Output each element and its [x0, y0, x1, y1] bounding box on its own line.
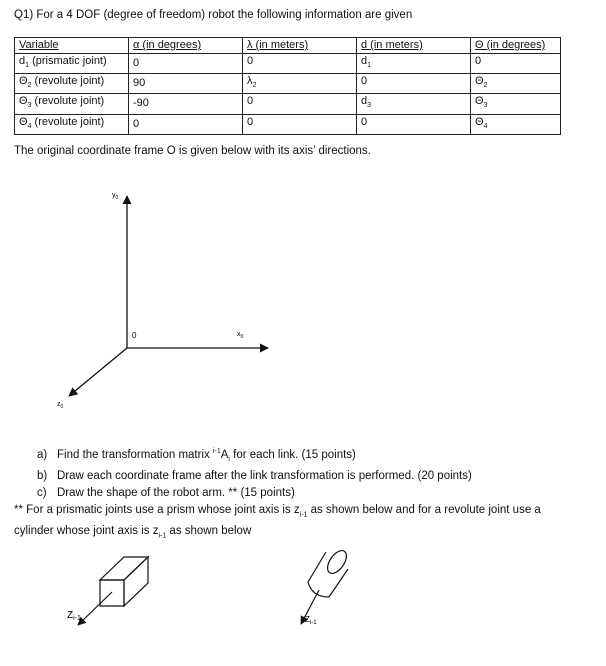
task-c: c) Draw the shape of the robot arm. ** (15 points) [37, 487, 295, 500]
cell-lambda: 0 [243, 114, 357, 134]
prism-axis-label: $Z_{i-1}$ [67, 610, 81, 622]
cell-variable: $\Theta_3$ (revolute joint) [15, 94, 129, 114]
cell-d: $d_3$ [357, 94, 471, 114]
cell-theta: 0 [471, 54, 561, 74]
cell-lambda: 0 [243, 54, 357, 74]
z-axis-arrow [69, 348, 127, 396]
cell-alpha: 90 [129, 74, 243, 94]
header-theta: Θ (in degrees) [471, 38, 561, 54]
task-b: b) Draw each coordinate frame after the link transformation is performed. (20 points) [37, 470, 472, 483]
cell-alpha: 0 [129, 114, 243, 134]
task-a: a) Find the transformation matrix $^{i-1}A_i$ for each link. (15 points) [37, 448, 356, 464]
question-title: Q1) For a 4 DOF (degree of freedom) robot the following information are given [14, 9, 413, 21]
cell-alpha: 0 [129, 54, 243, 74]
header-d: d (in meters) [357, 38, 471, 54]
cell-d: 0 [357, 74, 471, 94]
cylinder-axis-label: $Z_{i-1}$ [305, 615, 317, 626]
cell-variable: $\Theta_2$ (revolute joint) [15, 74, 129, 94]
joint-drawing-note: ** For a prismatic joints use a prism whose joint axis is $z_{i-1}$ as shown below and for a revolute joint use a cylinder whose joint axis is $z_{i-1}$ as shown below [14, 504, 541, 540]
origin-label: 0 [132, 331, 137, 340]
cell-theta: $\Theta_4$ [471, 114, 561, 134]
frame-description: The original coordinate frame O is given below with its axis’ directions. [14, 145, 371, 157]
header-alpha: α (in degrees) [129, 38, 243, 54]
cell-variable: $\Theta_4$ (revolute joint) [15, 114, 129, 134]
y-axis-label: $y_0$ [112, 192, 119, 201]
cell-theta: $\Theta_3$ [471, 94, 561, 114]
header-variable: Variable [15, 38, 129, 54]
cell-lambda: $\lambda_2$ [243, 74, 357, 94]
cell-d: $d_1$ [357, 54, 471, 74]
cell-d: 0 [357, 114, 471, 134]
cell-alpha: -90 [129, 94, 243, 114]
cell-variable: $d_1$ (prismatic joint) [15, 54, 129, 74]
cell-theta: $\Theta_2$ [471, 74, 561, 94]
x-axis-label: $x_0$ [237, 331, 244, 340]
header-lambda: λ (in meters) [243, 38, 357, 54]
cell-lambda: 0 [243, 94, 357, 114]
task-list [37, 443, 472, 502]
cylinder-drawing [301, 547, 350, 624]
prism-drawing [78, 557, 148, 625]
z-axis-label: $z_0$ [57, 401, 64, 410]
